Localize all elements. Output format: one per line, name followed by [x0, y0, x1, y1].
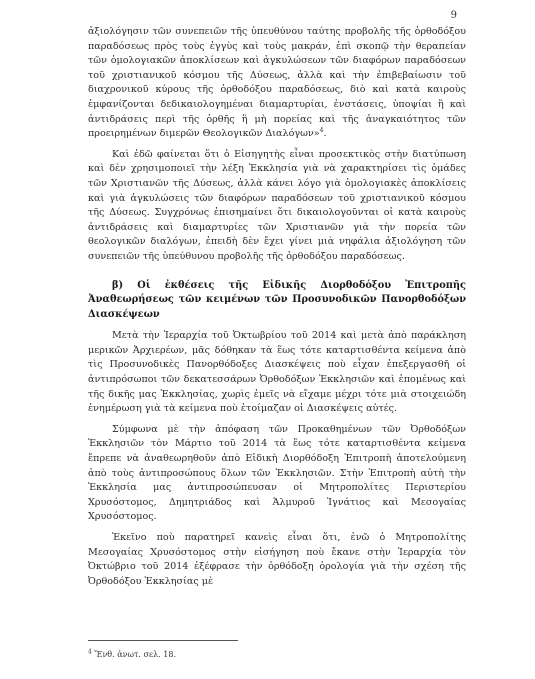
footnote-divider — [88, 640, 238, 641]
paragraph-1 — [88, 25, 466, 142]
footnote-reference: 4 — [319, 126, 324, 134]
paragraph-3: Μετὰ τὴν Ἱεραρχία τοῦ Ὀκτωβρίου τοῦ 2014 καὶ μετὰ ἀπὸ παράκληση μερικῶν Ἀρχιερέων, μᾶς δόθηκαν τὰ ἕως τότε καταρτισθέντα κείμενα ἀπὸ τὶς Προσυνοδικὲς Πανορθόδοξες Διασκέψεις ποὺ εἶχαν ἐπεξεργασθῆ οἱ ἀντιπρόσωποι τῶν δεκατεσσάρων Ὀρθοδόξων Ἐκκλησιῶν καὶ ἑπομένως καὶ τῆς δικῆς μας Ἐκκλησίας, χωρὶς ἐμεῖς νὰ εἴχαμε μέχρι τότε μιὰ στοιχειώδη ἐνημέρωση γιὰ τὰ κείμενα ποὺ ἑτοίμαζαν οἱ Διασκέψεις αὐτές. — [88, 330, 466, 415]
page-number: 9 — [450, 10, 457, 21]
paragraph-4: Σύμφωνα μὲ τὴν ἀπόφαση τῶν Προκαθημένων τῶν Ὀρθοδόξων Ἐκκλησιῶν τὸν Μάρτιο τοῦ 2014 τὰ ἕως τότε καταρτισθέντα κείμενα ἔπρεπε νὰ ἀναθεωρηθοῦν ἀπὸ Εἰδικὴ Διορθόδοξη Ἐπιτροπὴ ἀποτελούμενη ἀπὸ τοὺς ἀντιπροσώπους ὅλων τῶν Ἐκκλησιῶν. Στὴν Ἐπιτροπὴ αὐτὴ τὴν Ἐκκλησία μας ἀντιπροσώπευσαν οἱ Μητροπολίτες Περιστερίου Χρυσόστομος, Δημητριάδος καὶ Ἁλμυροῦ Ἰγνάτιος καὶ Μεσογαίας Χρυσόστομος. — [88, 423, 466, 523]
paragraph-2: Καὶ ἐδῶ φαίνεται ὅτι ὁ Εἰσηγητὴς εἶναι προσεκτικὸς στὴν διατύπωση καὶ δὲν χρησιμοποιεῖ τὴν λέξη Ἐκκλησία γιὰ νὰ χαρακτηρίσει τὶς ὁμάδες τῶν Χριστιανῶν τῆς Δύσεως, ἀλλὰ κάνει λόγο γιὰ ὁμολογιακὲς ἀποκλίσεις καὶ γιὰ ἀγκυλώσεις τῶν διαφόρων παραδόσεων τοῦ χριστιανικοῦ κόσμου τῆς Δύσεως. Συγχρόνως ἐπισημαίνει ὅτι δικαιολογοῦνται οἱ κατὰ καιροὺς ἀντιδράσεις καὶ διαμαρτυρίες τῶν Χριστιανῶν γιὰ τὴν πορεία τῶν θεολογικῶν διαλόγων, ἐπειδὴ δὲν ἔχει γίνει μιὰ νηφάλια ἀξιολόγηση τῶν συνεπειῶν τῆς ὑπεύθυνου προβολῆς τῆς ὀρθοδόξου παραδόσεως. — [88, 148, 466, 262]
paragraph-1-end: . — [323, 128, 327, 140]
footnote — [88, 650, 388, 660]
paragraph-1-text: ἀξιολόγησιν τῶν συνεπειῶν τῆς ὑπευθύνου ταύτης προβολῆς τῆς ὀρθοδόξου παραδόσεως πρὸς τοὺς ἐγγὺς καὶ τοὺς μακράν, ἐπὶ σκοπῷ τὴν θεραπείαν τῶν ὁμολογιακῶν ἀποκλίσεων καὶ ἀγκυλώσεων τῶν διαφόρων παραδόσεων τοῦ χριστιανικοῦ κόσμου τῆς Δύσεως, ἀλλὰ καὶ τὴν ἐπιβεβαίωσιν τοῦ διαχρονικοῦ κύρους τῆς ὀρθοδόξου παραδόσεως, διὸ καὶ κατὰ καιροὺς ἐμφανίζονται δεδικαιολογημέναι διαμαρτυρίαι, ἐνστάσεις, ὑποψίαι ἢ καὶ ἀντιδράσεις περὶ τῆς ὀρθῆς ἢ μὴ πορείας καὶ τῆς ἀναγκαιότητος τῶν προειρημένων διμερῶν Θεολογικῶν Διαλόγων» — [88, 26, 466, 140]
body-text — [88, 25, 466, 595]
section-heading: β) Οἱ ἐκθέσεις τῆς Εἰδικῆς Διορθοδόξου Ἐπιτροπῆς Ἀναθεωρήσεως τῶν κειμένων τῶν Προσυνοδικῶν Πανορθοδόξων Διασκέψεων — [88, 279, 466, 320]
footnote-text: Ἔνθ. ἀνωτ. σελ. 18. — [91, 650, 176, 659]
paragraph-5: Ἐκεῖνο ποὺ παρατηρεῖ κανεὶς εἶναι ὅτι, ἐνῶ ὁ Μητροπολίτης Μεσογαίας Χρυσόστομος στὴν εἰσήγηση ποὺ ἔκανε στὴν Ἱεραρχία τὸν Ὀκτώβριο τοῦ 2014 ἐξέφρασε τὴν ὀρθόδοξη ὁρολογία γιὰ τὴν σχέση τῆς Ὀρθοδόξου Ἐκκλησίας μὲ — [88, 532, 466, 587]
footnote-mark: 4 — [88, 648, 92, 656]
